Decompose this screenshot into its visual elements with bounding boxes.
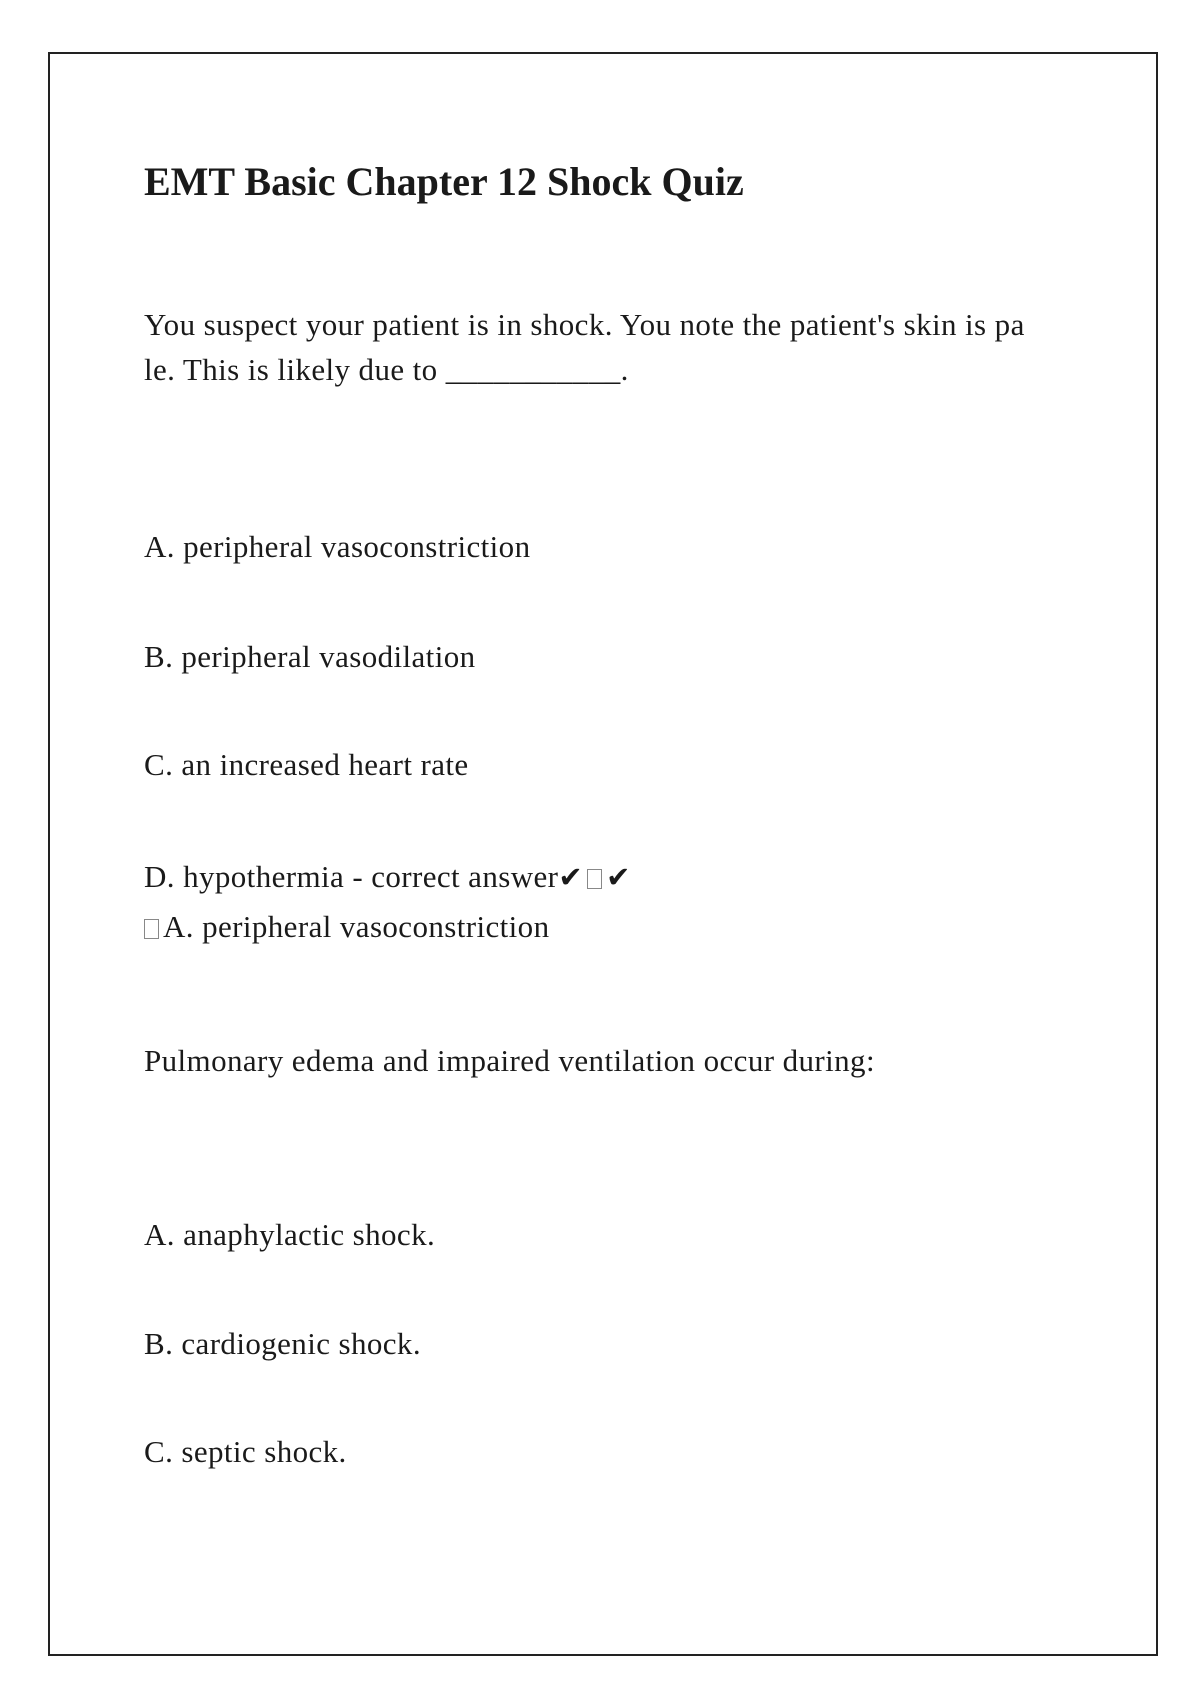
question-2-option-a: A. anaphylactic shock. [144,1217,436,1252]
question-1-option-b: B. peripheral vasodilation [144,639,476,674]
question-1-answer-line [144,904,549,949]
page-title: EMT Basic Chapter 12 Shock Quiz [144,159,744,204]
question-1-option-d-line [144,854,631,900]
question-1-option-c: C. an increased heart rate [144,747,469,782]
missing-glyph-icon-2 [144,919,159,939]
question-1-stem-line-2: le. This is likely due to ___________. [144,352,629,387]
question-2-option-b: B. cardiogenic shock. [144,1326,421,1361]
check-mark-icon-2: ✔ [606,860,631,894]
question-2-option-c: C. septic shock. [144,1434,347,1469]
missing-glyph-icon [587,869,602,889]
question-1-answer: A. peripheral vasoconstriction [163,909,550,944]
question-2-stem: Pulmonary edema and impaired ventilation occur during: [144,1043,875,1078]
document-page [48,52,1158,1656]
question-1-option-d: D. hypothermia - correct answer [144,859,559,894]
question-1-stem-line-1: You suspect your patient is in shock. You note the patient's skin is pa [144,307,1025,342]
check-mark-icon: ✔ [558,860,584,894]
question-1-option-a: A. peripheral vasoconstriction [144,529,531,564]
